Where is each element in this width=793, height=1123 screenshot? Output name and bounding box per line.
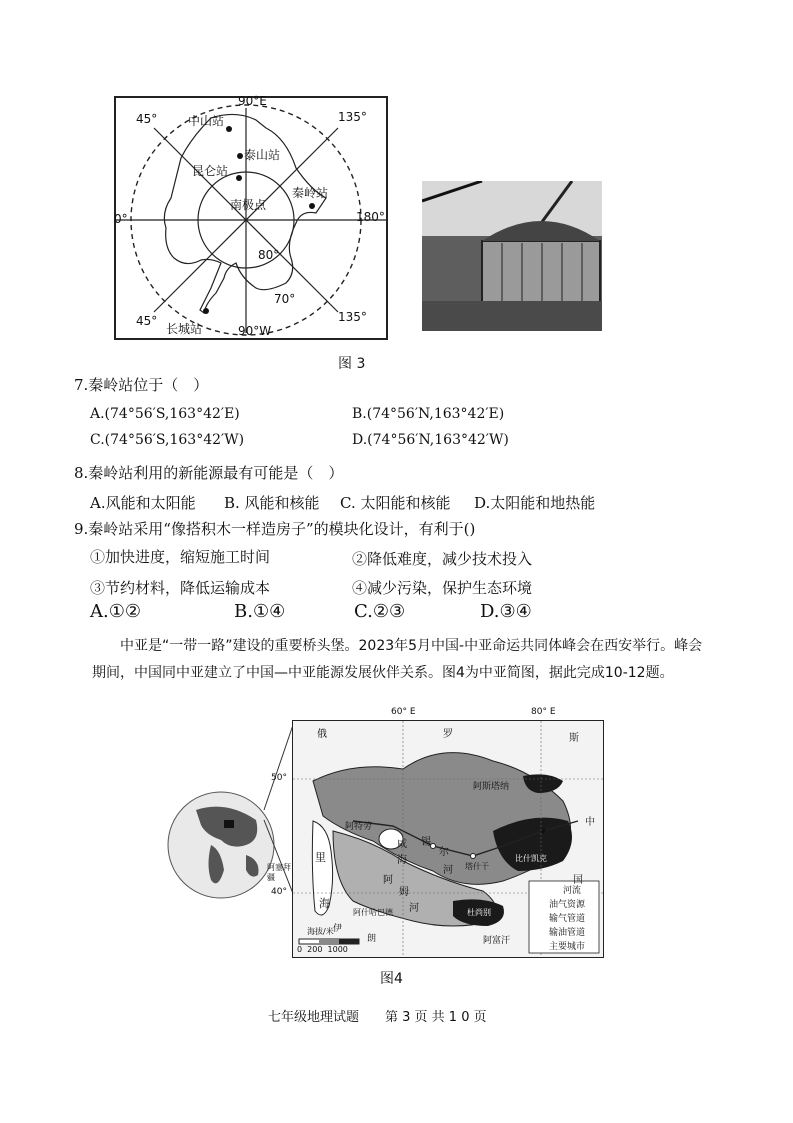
label-afghanistan: 阿富汗 (483, 936, 511, 946)
station-photo (422, 181, 602, 331)
question-7-option-c[interactable]: C.(74°56′S,163°42′W) (90, 432, 245, 448)
label-syr-xi: 锡 (421, 837, 431, 848)
city-ashgabat: 阿什哈巴德 (353, 908, 393, 917)
label-russia-e: 俄 (317, 729, 327, 740)
city-astana: 阿斯塔纳 (473, 782, 510, 792)
label-russia-luo: 罗 (443, 729, 453, 740)
question-9-option-c[interactable]: C.②③ (354, 601, 406, 622)
label-aral-hai: 海 (397, 855, 407, 866)
label-70: 70° (274, 292, 296, 306)
label-aral-xian: 咸 (397, 839, 407, 850)
question-7-option-b[interactable]: B.(74°56′N,163°42′E) (352, 406, 505, 422)
legend-oilgas: 油气资源 (549, 900, 586, 910)
label-southpole: 南极点 (230, 198, 267, 212)
antarctica-map-graphic (116, 98, 386, 338)
label-50: 50° (271, 773, 287, 783)
question-8-option-d[interactable]: D.太阳能和地热能 (474, 494, 596, 512)
label-syr-er: 尔 (439, 847, 449, 858)
question-7-option-d[interactable]: D.(74°56′N,163°42′W) (352, 432, 509, 448)
city-atyrau: 阿特劳 (345, 822, 373, 832)
scale-title: 海拔/米 (307, 927, 334, 936)
passage-text: 中亚是“一带一路”建设的重要桥头堡。2023年5月中国-中亚命运共同体峰会在西安举行。峰会期间，中国同中亚建立了中国—中亚能源发展伙伴关系。图4为中亚简图，据此完成10-12题。 (92, 638, 703, 681)
label-135-br: 135° (338, 310, 367, 324)
antarctica-map (114, 96, 388, 340)
legend-river: 河流 (563, 886, 582, 896)
city-dushanbe: 杜尚别 (467, 908, 491, 917)
question-8-option-c[interactable]: C. 太阳能和核能 (340, 494, 451, 512)
legend-gas-pipeline: 输气管道 (549, 914, 586, 924)
label-russia-si: 斯 (569, 733, 579, 744)
central-asia-map (267, 707, 604, 958)
question-9-statement-4: ④减少污染，保护生态环境 (352, 579, 533, 597)
label-90w: 90°W (238, 324, 272, 338)
label-caspian-li: 里 (315, 851, 326, 864)
scale-values: 0 200 1000 (297, 945, 348, 954)
label-iran-yi: 伊 (333, 924, 343, 934)
label-135-tr: 135° (338, 110, 367, 124)
legend-city: 主要城市 (549, 942, 586, 952)
label-45-tl: 45° (136, 112, 158, 126)
station-qinling: 秦岭站 (292, 186, 329, 200)
question-9-statement-1: ①加快进度，缩短施工时间 (90, 548, 271, 566)
label-amu-mu: 姆 (399, 887, 409, 898)
question-9-option-a[interactable]: A.①② (90, 601, 141, 622)
label-amu-he: 河 (409, 903, 419, 914)
question-7-stem: 7.秦岭站位于（ ） (74, 376, 209, 394)
figure3-caption: 图 3 (338, 356, 366, 372)
question-9-option-b[interactable]: B.①④ (234, 601, 286, 622)
label-china-guo: 国 (573, 875, 583, 886)
label-80e: 80° E (531, 707, 556, 717)
station-changcheng: 长城站 (166, 322, 203, 336)
question-9-option-d[interactable]: D.③④ (480, 601, 532, 622)
label-china-zhong: 中 (585, 817, 595, 828)
label-0: 0° (114, 212, 128, 226)
label-caspian-hai: 海 (319, 897, 330, 910)
station-zhongshan: 中山站 (188, 114, 225, 128)
label-90e: 90°E (238, 94, 267, 108)
page-footer: 七年级地理试题 第 3 页 共 1 0 页 (268, 1010, 487, 1025)
question-8-option-a[interactable]: A.风能和太阳能 (90, 494, 196, 512)
label-180: 180° (356, 210, 385, 224)
figure4-caption: 图4 (380, 971, 403, 987)
question-9-stem: 9.秦岭站采用“像搭积木一样造房子”的模块化设计，有利于() (74, 520, 476, 538)
label-45-bl: 45° (136, 314, 158, 328)
question-7-option-a[interactable]: A.(74°56′S,163°42′E) (90, 406, 240, 422)
label-60e: 60° E (391, 707, 416, 717)
city-tashkent: 塔什干 (465, 862, 489, 871)
legend-oil-pipeline: 输油管道 (549, 928, 586, 938)
station-kunlun: 昆仑站 (192, 164, 229, 178)
question-9-statement-2: ②降低难度，减少技术投入 (352, 550, 533, 568)
label-amu-a: 阿 (383, 875, 393, 886)
label-40: 40° (271, 887, 287, 897)
label-azerbaijan: 阿塞拜疆 (267, 863, 291, 882)
question-8-stem: 8.秦岭站利用的新能源最有可能是（ ） (74, 464, 344, 482)
city-bishkek: 比什凯克 (515, 854, 547, 863)
label-iran-lang: 朗 (367, 934, 377, 944)
label-80: 80° (258, 248, 280, 262)
label-syr-he: 河 (443, 865, 453, 876)
question-9-statement-3: ③节约材料，降低运输成本 (90, 579, 271, 597)
station-taishan: 泰山站 (244, 148, 281, 162)
question-8-option-b[interactable]: B. 风能和核能 (224, 494, 320, 512)
